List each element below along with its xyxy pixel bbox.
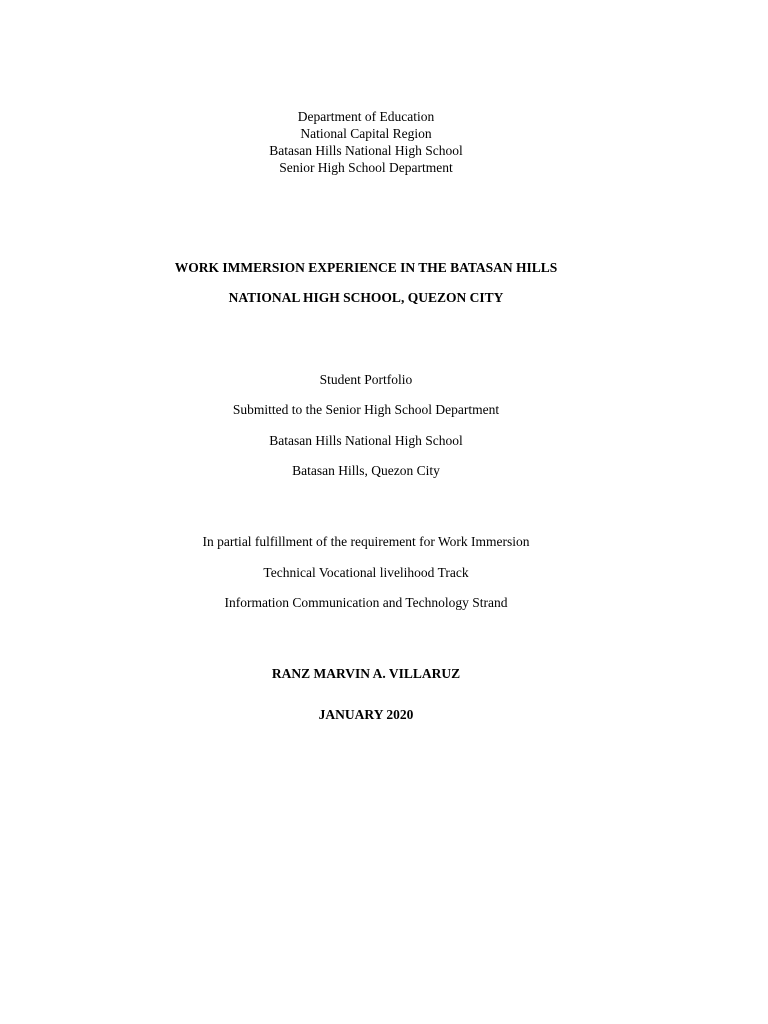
title-line-2: NATIONAL HIGH SCHOOL, QUEZON CITY [228, 290, 504, 305]
header-shs-department: Senior High School Department [279, 160, 453, 175]
submission-portfolio: Student Portfolio [319, 372, 413, 387]
fulfillment-strand: Information Communication and Technology Strand [224, 595, 508, 610]
fulfillment-track: Technical Vocational livelihood Track [263, 565, 469, 580]
title-line-1: WORK IMMERSION EXPERIENCE IN THE BATASAN HILLS [174, 260, 558, 275]
header-region: National Capital Region [300, 126, 432, 141]
author-name: RANZ MARVIN A. VILLARUZ [271, 666, 461, 681]
submission-location: Batasan Hills, Quezon City [292, 463, 440, 478]
header-school: Batasan Hills National High School [269, 143, 463, 158]
submission-school: Batasan Hills National High School [269, 433, 463, 448]
submission-to: Submitted to the Senior High School Department [232, 402, 500, 417]
header-department: Department of Education [297, 109, 435, 124]
submission-date: JANUARY 2020 [318, 707, 414, 722]
fulfillment-requirement: In partial fulfillment of the requirement for Work Immersion [202, 534, 530, 549]
